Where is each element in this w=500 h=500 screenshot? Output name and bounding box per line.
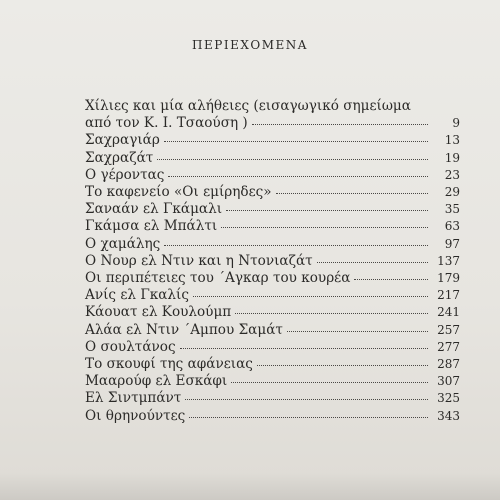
toc-entry — [85, 322, 460, 339]
dot-leader — [185, 399, 428, 400]
table-of-contents — [85, 98, 460, 425]
dot-leader — [221, 227, 428, 228]
toc-entry-title: Σαχραγιάρ — [85, 132, 160, 149]
toc-entry-page: 63 — [444, 219, 460, 234]
toc-entry-page: 9 — [452, 116, 460, 131]
toc-entry-page: 23 — [444, 167, 460, 182]
toc-entry — [85, 98, 460, 115]
toc-entry-title: Σαχραζάτ — [85, 149, 154, 166]
dot-leader — [354, 279, 428, 280]
toc-entry — [85, 236, 460, 253]
toc-entry-page: 241 — [437, 305, 460, 320]
dot-leader — [276, 193, 428, 194]
toc-entry — [85, 150, 460, 167]
toc-entry-title: Ελ Σιντμπάντ — [85, 390, 182, 407]
toc-entry-title: Μααρούφ ελ Εσκάφι — [85, 373, 228, 390]
page-title: ΠΕΡΙΕΧΟΜΕΝΑ — [192, 38, 308, 52]
toc-entry-page: 19 — [444, 150, 460, 165]
toc-entry-title: Ο χαμάλης — [85, 235, 161, 252]
toc-entry-page: 29 — [444, 185, 460, 200]
toc-entry — [85, 373, 460, 390]
toc-entry — [85, 287, 460, 304]
toc-entry — [85, 253, 460, 270]
toc-entry-title: Το σκουφί της αφάνειας — [85, 356, 253, 373]
toc-entry — [85, 270, 460, 287]
toc-entry-title: Οι περιπέτειες του ΄Αγκαρ του κουρέα — [85, 270, 351, 287]
dot-leader — [157, 159, 428, 160]
toc-entry-page: 35 — [444, 202, 460, 217]
toc-entry-title: Χίλιες και μία αλήθειες (εισαγωγικό σημείωμα — [85, 98, 411, 114]
dot-leader — [287, 331, 428, 332]
dot-leader — [226, 210, 428, 211]
toc-entry-page: 325 — [437, 391, 460, 406]
toc-entry-title: Ο γέροντας — [85, 166, 165, 183]
toc-entry-page: 13 — [444, 133, 460, 148]
dot-leader — [252, 124, 428, 125]
dot-leader — [193, 296, 428, 297]
toc-entry — [85, 408, 460, 425]
dot-leader — [180, 348, 428, 349]
toc-entry — [85, 201, 460, 218]
toc-entry-page: 287 — [437, 357, 460, 372]
toc-entry-title: Ανίς ελ Γκαλίς — [85, 287, 189, 304]
dot-leader — [257, 365, 428, 366]
toc-entry-title: Κάουατ ελ Κουλούμπ — [85, 304, 232, 321]
toc-entry — [85, 184, 460, 201]
toc-entry — [85, 115, 460, 132]
toc-entry-title: Το καφενείο «Οι εμίρηδες» — [85, 184, 272, 201]
toc-entry-title: Ο Νουρ ελ Ντιν και η Ντονιαζάτ — [85, 252, 313, 269]
toc-entry-page: 137 — [437, 253, 460, 268]
dot-leader — [235, 313, 428, 314]
toc-entry-page: 277 — [437, 339, 460, 354]
dot-leader — [164, 245, 428, 246]
toc-entry-title: Γκάμσα ελ Μπάλτι — [85, 218, 218, 235]
toc-entry-title: Οι θρηνούντες — [85, 407, 186, 424]
dot-leader — [164, 141, 428, 142]
toc-entry-title: Αλάα ελ Ντιν ΄Αμπου Σαμάτ — [85, 321, 283, 338]
toc-entry — [85, 167, 460, 184]
dot-leader — [189, 417, 428, 418]
toc-entry-page: 307 — [437, 374, 460, 389]
toc-entry-page: 97 — [444, 236, 460, 251]
toc-entry — [85, 356, 460, 373]
dot-leader — [168, 176, 428, 177]
toc-entry-page: 343 — [437, 408, 460, 423]
toc-entry-title: Ο σουλτάνος — [85, 338, 176, 355]
dot-leader — [231, 382, 428, 383]
toc-entry-page: 217 — [437, 288, 460, 303]
dot-leader — [317, 262, 428, 263]
toc-entry-page: 257 — [437, 322, 460, 337]
page-bottom-shadow — [0, 472, 500, 500]
toc-entry — [85, 339, 460, 356]
toc-entry-title: Σαναάν ελ Γκάμαλι — [85, 201, 223, 218]
toc-entry-title: από τον Κ. Ι. Τσαούση ) — [85, 115, 248, 132]
toc-entry — [85, 304, 460, 321]
toc-entry-page: 179 — [437, 271, 460, 286]
toc-entry — [85, 218, 460, 235]
toc-entry — [85, 390, 460, 407]
toc-entry — [85, 132, 460, 149]
